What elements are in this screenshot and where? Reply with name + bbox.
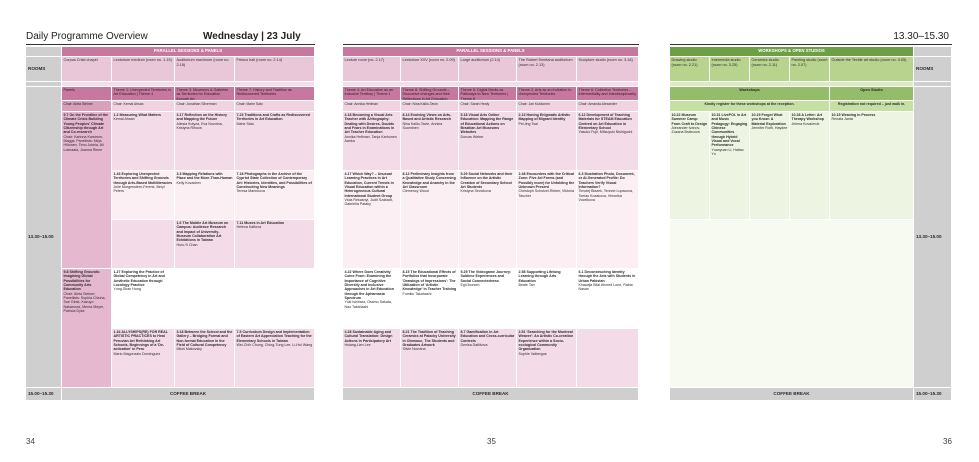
session-cell: 5.18 Visual Arts Online Education: Mapping the Range of Educational Actions on Brazilian Art Museums Websites Dorcas Weber <box>459 112 517 171</box>
session-cell: 3.17 Reflection on the History and Mapping the Future Allesia Kotyza, Eva Novotna, Kristyna Rihova <box>175 112 235 171</box>
theme-cell: Theme 1: Unexpected Territories in Art Education | Theme 4 <box>112 87 175 101</box>
session-cell: 8.15 The Educational Effects of Portfolios that Incorporate 'Drawings of Impressions': The Utilization of 'Artistic Knowledge' in Teacher Training Fumiko Takahashi <box>401 269 459 329</box>
rooms-label: ROOMS <box>26 57 62 82</box>
session-cell: 1.27 Exploring the Practice of Global Competency in Art and Aesthetic Education through Locology Practice Yung-Shan Hung <box>112 269 175 329</box>
session-cell <box>235 269 315 329</box>
break-time-label: 15.00–15.30 <box>914 388 952 401</box>
session-cell: 9.8 Shifting Grounds: Imagining Global Possibilities for Community Arts Education Chair: Aleta Steiner; Panellists: Sophia Chiuha, Sue Girak, Kazuyo Nakamura, Merna Meyer, Patricia Dyke <box>62 269 112 388</box>
room-header: Lectorium medium (room no. 1.19) <box>112 57 175 82</box>
room-header: Painting studio (room no. 2.07) <box>790 57 830 82</box>
session-cell: 1.2 Measuring What Matters Kemal Ahsan <box>112 112 175 171</box>
session-cell: 7.18 Photographs in the Archive of the Cypriot State Collection of Contemporary Art: Histories, Identities, and Possibilities of Constructing New Meanings Teresa Marinkova <box>235 171 315 220</box>
chair-cell: Chair: Aleta Steiner <box>62 101 112 112</box>
page-34-grid <box>26 47 315 403</box>
theme-cell: Theme 2: Arts as an Invitation to Unexpected Territories <box>517 87 577 101</box>
theme-cell: Theme 8: Shifting Grounds – Discursive changes and their Reflections in Art Education <box>401 87 459 101</box>
chair-cell: Chair: Jari Kukkonen <box>517 101 577 112</box>
session-cell: 1.43 Exploring Unexpected Territories and Shifting Grounds through Arts-Based Multiliteracies Julie Morgenstern-Ferenk, Beryl Peters <box>112 171 175 220</box>
session-cell: 1.34 ALLYSHIPS(RE) FOR REAL ARTISTIC PRACTICES to Heal Peruvian Art Rethinking Art Schools, Beginnings of a 'De-actication' in Peru Mario Magonzalo Dominguez <box>112 329 175 388</box>
rooms-label: ROOMS <box>914 57 952 82</box>
open-studio-band: Open Studio <box>830 87 914 101</box>
coffee-break: COFFEE BREAK <box>62 388 315 401</box>
room-header: Auditorium maximum (room no. 2.18) <box>175 57 235 82</box>
programme-title: Daily Programme Overview <box>26 31 148 42</box>
session-cell: 2.13 Honing Enigmatic Artistic Mapping of Migrant Identity Pei-ling Tsai <box>517 112 577 171</box>
session-cell: 2.58 Supporting Lifelong Learning through Arts Education Beate Tan <box>517 269 577 329</box>
theme-cell: Theme 4: Art Education as an Inclusive Territory | Theme 1 <box>343 87 401 101</box>
room-header: Sculpture studio (room no. 3.18) <box>577 57 639 82</box>
session-cell: 4.28 Sustainable Aging and Cultural Translation: Design Actions in Participatory Art Hsiang-Lien Lee <box>343 329 401 388</box>
workshop-cell: 10.22 Museum Summer Camp: From Craft to Design Alexander Ivanov, Zuzana Brabcova <box>670 112 710 220</box>
session-cell: 7.5 Curriculum Design and Implementation of Eastern Art Appreciation Teaching for the Elementary Schools in Taiwan Wei-Chih Chung, Ching-Tung Lee, Li-Hui Wang <box>235 329 315 388</box>
page-number: 34 <box>26 437 35 446</box>
session-cell: 8.14 Evolving Views on Arts-Based and Artistic Research Nina Kallio-Tavin, Annina Suominen <box>401 112 459 171</box>
room-header: Intermedia studio (room no. 3.25) <box>710 57 750 82</box>
room-header: Outside the Textile art studio (room no. 4.05) <box>830 57 914 82</box>
room-header: Ceramics studio (room no. 2.11) <box>750 57 790 82</box>
chair-cell: Chair: Sarah Healy <box>459 101 517 112</box>
session-cell: 6.12 Development of Teaching Materials for STEAM Education Centred on Art Education in Elementary School Yasuko Fujii, Mitsuyuki Nishiguchi <box>577 112 639 171</box>
theme-cell: Theme 5: Digital Media as Pathways to New Territories | Theme 8 <box>459 87 517 101</box>
registration-note: Kindly register for these workshops at the reception. <box>670 101 830 112</box>
walk-in-note: Registration not required – just walk in. <box>830 101 914 112</box>
session-cell: 1.6 The Mobile Art Museum on Campus: Audience Research and Impact of University-Museum Collaboration Art Exhibitions in Taiwan Hsiu-Yi Chan <box>175 220 235 269</box>
header-rule <box>343 44 639 45</box>
session-cell: 3.18 Between the School and the Gallery – Bridging Formal and Non-formal Education in the Field of Cultural Competency Miloš Makovsky <box>175 329 235 388</box>
room-header: Fresco hall (room no. 2.14) <box>235 57 315 82</box>
header-rule <box>670 44 952 45</box>
workshop-area <box>670 220 914 388</box>
room-header: Lecture room (no. 2.17) <box>343 57 401 82</box>
session-cell: 4.17 Which Way? – Unusual Learning Practices in Art Education, Current Trends in Visual Education within a Heterogeneous Cultural International Student Group Viola Rekasnyi, Judit Szakadt, Gabriella Pataky <box>343 171 401 269</box>
room-header: Lectorium XXV (room no. 2.09) <box>401 57 459 82</box>
session-cell: 5.29 Social Networks and their Influence on the Artistic Creation of Secondary School Art Students Kristyna Sevcikova <box>459 171 517 269</box>
page-35-grid <box>343 47 639 403</box>
chair-cell: Chair: Jonathan Silverman <box>175 101 235 112</box>
session-cell: 3.3 Mapping Relations with Place and the More-Than-Human Kelly Kovachev <box>175 171 235 220</box>
section-band: PARALLEL SESSIONS & PANELS <box>62 47 315 57</box>
chair-cell: Chair: Amanda Alexander <box>577 101 639 112</box>
workshop-cell: 10.15 Weaving in Process Renata Janta <box>830 112 914 220</box>
session-cell: 7.23 Traditions and Crafts as Rediscovered Territories in Art Education Mahe Sato <box>235 112 315 171</box>
header-rule <box>26 44 315 45</box>
workshop-cell: 10.19 Forget What you Know: A Material Exploration Jennifer Roth, Haydee <box>750 112 790 220</box>
session-cell: 2.51 'Searching for the Montreal Weaver': An Artistic Co-creation Experience within a Socio-ecological Community Organization Sophie Valbergue <box>517 329 577 388</box>
page-36-grid <box>670 47 952 403</box>
theme-cell: Panels <box>62 87 112 101</box>
coffee-break: COFFEE BREAK <box>343 388 639 401</box>
session-cell: 6.3 Illustration Photo, Document, or AI-Generated Profile: Do Teachers Verify Visual Information? Timotej Blazek, Terezie Lupacova, Tomas Kozakova, Veronika Vocelkova <box>577 171 639 269</box>
session-cell: 7.11 Muses in Art Education Helena Kaftova <box>235 220 315 269</box>
coffee-break: COFFEE BREAK <box>670 388 914 401</box>
workshops-band: Workshops <box>670 87 830 101</box>
section-band: WORKSHOPS & OPEN STUDIOS <box>670 47 914 57</box>
session-cell: 8.7 Gamification in Art Education and Cross-curricular Contexts Denisa Datlikova <box>459 329 517 388</box>
programme-day: Wednesday | 23 July <box>203 31 301 42</box>
session-cell: 4.18 Becoming a Visual Arts Teacher with A/r/tography: Dealing with Desires, Doubts and Fears in Examinations in Art Teacher Education Annika Hellman, Tanja Karhunen Aanka <box>343 112 401 171</box>
break-time-label: 15.00–15.30 <box>26 388 62 401</box>
section-band: PARALLEL SESSIONS & PANELS <box>343 47 639 57</box>
session-cell: 4.22 Where Does Creativity Come From: Examining the Importance of Cognitive Diversity and Inclusive Approaches in Art Education through the Aphantasia Spectrum Yuki Ishihara, Osamu Sakata, Nao Takahashi <box>343 269 401 329</box>
session-cell: 9.7 On the Frontline of the Climate Crisis Building Young Peoples' Climate Citizenship through Art and Co-research Chair: Karinna Karstrom-Maggs; Panellists: Mirja Hiltunen, Timo Jokela, Ali Loimaala, Joanna Rinne <box>62 112 112 269</box>
room-header: Corpus Cristi chapel <box>62 57 112 82</box>
corner-cell <box>26 47 62 57</box>
corner-cell <box>914 47 952 57</box>
session-cell <box>175 269 235 329</box>
chair-cell: Chair: Mahe Sato <box>235 101 315 112</box>
page-number: 35 <box>487 437 496 446</box>
room-header: Large auditorium (2.14) <box>459 57 517 82</box>
session-cell <box>577 329 639 388</box>
session-cell <box>112 220 175 269</box>
session-cell: 2.48 Encounters with the Critical Zone: Five Art Forms (and Possibly more) for Unfolding the Unknown Present Christoph Schutzel-Rieker, Viktoria Tascher <box>517 171 577 269</box>
time-slot-label: 13.30–15.00 <box>914 87 952 388</box>
room-header: The Robert Smetana auditorium (room no. 2.13) <box>517 57 577 82</box>
time-slot-label: 13.30–15.00 <box>26 87 62 388</box>
session-cell: 5.25 The Videogame Journey: Sublime Experiences and Social Connectedness Egil Iborsen <box>459 269 517 329</box>
session-cell: 6.1 Deconstructing Identity through the Arts with Students in Urban Pakistan Khawaja Bilal Ahmed Lone, Rabia Nasan <box>577 269 639 329</box>
page-number: 36 <box>943 437 952 446</box>
workshop-cell: 10.28 A Letter: Art Therapy Workshop Jelena Kovačević <box>790 112 830 220</box>
chair-cell: Chair: Kemal Ahsan <box>112 101 175 112</box>
workshop-cell: 10.31 LivePOL in Art and Music Pedagogy: Engaging Chinese Communities through Hybrid Visual and Vocal Performance Yuanyuan Li, Haitao Yu <box>710 112 750 220</box>
room-header: Drawing studio (room no. 2.21) <box>670 57 710 82</box>
session-cell: 8.12 Preliminary Insights from a Qualitative Study Concerning Knowledge and Anarchy in the Art Classroom Clemency Wood <box>401 171 459 269</box>
theme-cell: Theme 6: Collective Territories – Intermediality and Interdisciplinarity <box>577 87 639 101</box>
programme-time-range: 13.30–15.30 <box>893 31 949 42</box>
theme-cell: Theme 7: History and Tradition as Rediscovered Territories <box>235 87 315 101</box>
chair-cell: Chair: Nina Kallio-Tavin <box>401 101 459 112</box>
chair-cell: Chair: Annika Hellman <box>343 101 401 112</box>
session-cell: 8.21 The Tradition of Teaching Ceramics at Palacky University in Olomouc, The Students and Graduates Artwork Silvie Novotna <box>401 329 459 388</box>
theme-cell: Theme 3: Museums & Galleries as Territories for Education through Art <box>175 87 235 101</box>
